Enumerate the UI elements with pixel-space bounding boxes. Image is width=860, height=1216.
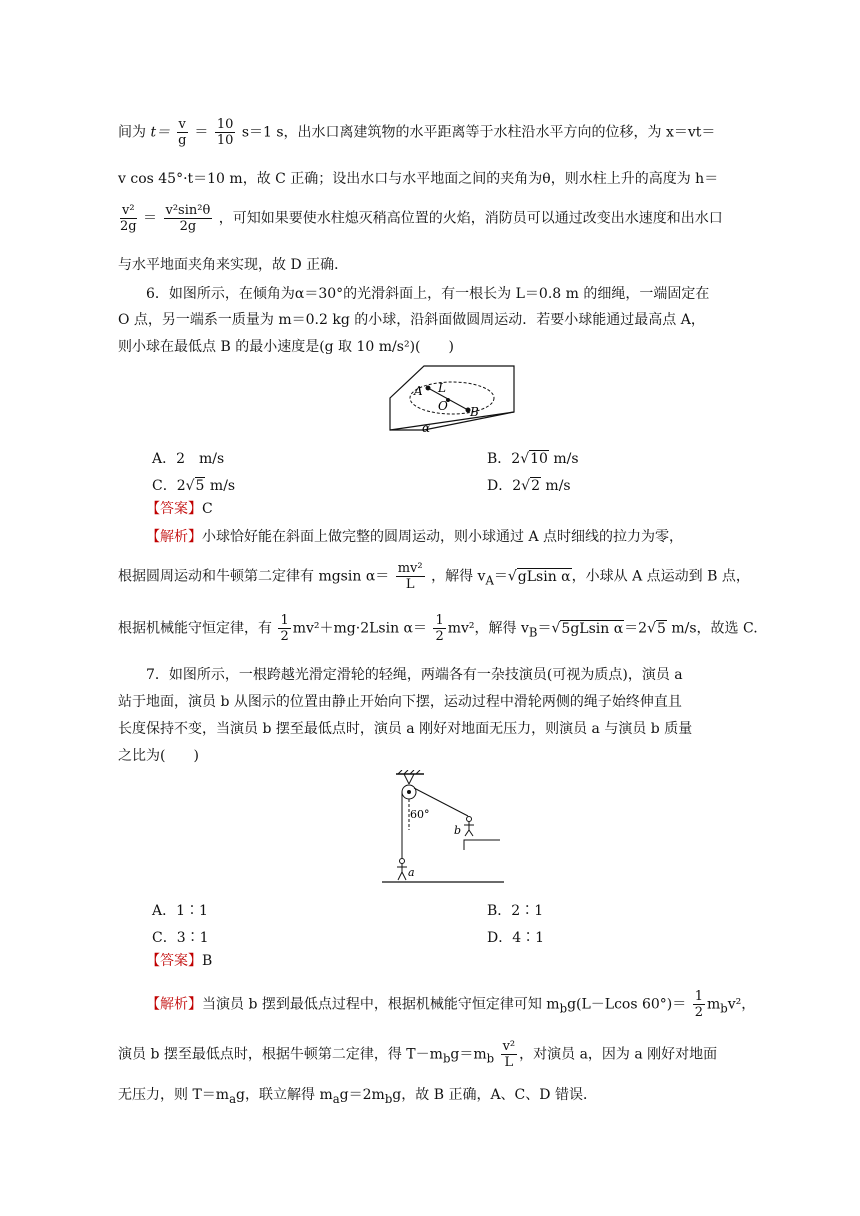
- label-a: A: [414, 384, 423, 398]
- q6-answer: [146, 502, 213, 516]
- text-seg: t＝: [695, 124, 716, 141]
- subscript: a: [332, 1091, 340, 1106]
- text-seg: v²，: [727, 996, 756, 1013]
- text-seg: 间为: [118, 124, 146, 141]
- opt-text: D．2: [487, 478, 522, 494]
- q7-option-a: A．1∶1: [152, 903, 208, 919]
- frac-num: 1: [280, 613, 289, 628]
- text-seg: ，小球从 A 点运动到 B 点，: [571, 568, 750, 585]
- text-line-4: 与水平地面夹角来实现，故 D 正确．: [118, 257, 349, 273]
- subscript: a: [229, 1091, 237, 1106]
- text-seg: mv²＋mg·2Lsin α＝: [292, 620, 428, 637]
- opt-unit: m/s: [205, 478, 236, 494]
- frac-num: 1: [435, 613, 444, 628]
- answer-tag: 【答案】: [146, 501, 202, 517]
- text-seg: 根据圆周运动和牛顿第二定律有 mgsin α＝: [118, 568, 390, 585]
- fraction-vy-g: [177, 118, 188, 147]
- q6-stem-3: 则小球在最低点 B 的最小速度是(g 取 10 m/s²)( ): [118, 339, 454, 355]
- fraction-mv2-l: [396, 562, 425, 591]
- subscript: b: [720, 1001, 728, 1016]
- performer-b: [464, 817, 474, 837]
- frac-num: v: [178, 117, 186, 132]
- fraction-half: [693, 990, 705, 1019]
- q6-option-c: C．2√5 m/s: [152, 478, 236, 494]
- fraction-10-10: [215, 118, 236, 147]
- q7-stem-4: 之比为( ): [118, 748, 199, 764]
- angle-label: 60°: [410, 808, 430, 821]
- opt-text: B．2: [487, 451, 521, 467]
- frac-den: L: [405, 577, 415, 592]
- text-seg: m/s，故选 C.: [666, 620, 758, 637]
- text-seg: 演员 b 摆至最低点时，根据牛顿第二定律，得 T－m: [118, 1046, 443, 1063]
- label-b: B: [470, 405, 479, 419]
- platform: [464, 840, 500, 850]
- text-seg: 小球恰好能在斜面上做完整的圆周运动，则小球通过 A 点时细线的拉力为零，: [202, 529, 684, 545]
- math-eq: ＝: [493, 568, 508, 585]
- pulley-axle: [407, 790, 411, 794]
- fraction-v2-2g: [120, 204, 137, 233]
- q6-exp-2: 根据圆周运动和牛顿第二定律有 mgsin α＝ $\frac{\text{mv²}}{L}$ ，解得 $v_A=√gLsin$ α，小球从 A 点运动到 B 点，: [118, 561, 750, 592]
- subscript: b: [442, 1051, 451, 1066]
- text-seg: g，故 B 正确，A、C、D 错误．: [392, 1087, 597, 1103]
- label-b: b: [454, 824, 462, 837]
- answer-value: C: [202, 501, 213, 517]
- frac-num: v²: [502, 1039, 516, 1054]
- text-seg: ，对演员 a，因为 a 刚好对地面: [519, 1046, 718, 1063]
- q7-answer: [146, 954, 212, 968]
- q6-option-a: A．2 m/s: [152, 451, 225, 467]
- q6-stem-2: O 点，另一端系一质量为 m＝0.2 kg 的小球，沿斜面做圆周运动．若要小球能通过最高点 A，: [118, 312, 705, 328]
- pulley-support: [409, 774, 414, 784]
- radicand: 5: [195, 478, 205, 494]
- text-seg: g＝m: [450, 1046, 487, 1063]
- q7-exp-1: [146, 990, 755, 1019]
- performer-a: [397, 859, 407, 881]
- text-line-2: v cos 45°·t＝10 m，故 C 正确；设出水口与水平地面之间的夹角为θ，则水柱上升的高度为 h＝: [118, 171, 719, 187]
- math-eq: ＝2: [624, 620, 648, 637]
- frac-den: 10: [216, 133, 234, 148]
- pulley-support: [404, 774, 409, 784]
- text-seg: s＝1 s，出水口离建筑物的水平距离等于水柱沿水平方向的位移，为 x＝v: [241, 124, 696, 141]
- frac-num: mv²: [397, 561, 423, 576]
- frac-den: 2: [435, 629, 444, 644]
- label-o: O: [438, 399, 448, 413]
- incline-edge: [390, 412, 514, 430]
- radicand: 5: [657, 620, 666, 637]
- frac-num: 1: [694, 989, 703, 1004]
- text-seg: g＝2m: [339, 1087, 385, 1103]
- q7-option-d: D．4∶1: [487, 930, 545, 946]
- q6-exp-3: 根据机械能守恒定律，有 $\frac{1}{2}$ mv²＋mg·2Lsin α＝ $\frac{1}{2}$ mv²，解得 $v_B=√5gLsin$ α＝2√5 m/s，故选 C.: [118, 613, 758, 644]
- opt-unit: m/s: [540, 478, 571, 494]
- q7-option-b: B．2∶1: [487, 903, 544, 919]
- label-l: L: [438, 381, 446, 395]
- subscript: b: [486, 1051, 495, 1066]
- radicand: 10: [530, 451, 548, 467]
- explanation-tag: 【解析】: [146, 996, 202, 1013]
- q6-exp-1: [146, 530, 683, 544]
- math-eq: ＝: [143, 210, 158, 227]
- frac-den: 2g: [179, 219, 197, 234]
- fraction-v2sin2-2g: [164, 204, 213, 233]
- text-seg: 根据机械能守恒定律，有: [118, 620, 272, 637]
- q6-option-b: B．2√10 m/s: [487, 451, 579, 467]
- text-line-1: [118, 118, 715, 147]
- text-seg: g，联立解得 m: [236, 1087, 333, 1103]
- q7-stem-2: 站于地面，演员 b 从图示的位置由静止开始向下摆，运动过程中滑轮两侧的绳子始终伸直且: [118, 694, 682, 710]
- subscript: b: [384, 1091, 393, 1106]
- text-seg: 当演员 b 摆到最低点过程中，根据机械能守恒定律可知 m: [202, 996, 560, 1013]
- q7-exp-3: [118, 1088, 597, 1105]
- q7-stem-3: 长度保持不变，当演员 b 摆至最低点时，演员 a 刚好对地面无压力，则演员 a 与演员 b 质量: [118, 721, 693, 737]
- text-seg: g(L－Lcos 60°)＝: [567, 996, 687, 1013]
- label-a: a: [408, 866, 415, 879]
- incline-figure: [382, 360, 522, 440]
- point-a: [426, 386, 431, 391]
- fraction-half: [433, 614, 445, 643]
- text-seg: ，可知如果要使水柱熄灭稍高位置的火焰，消防员可以通过改变出水速度和出水口: [218, 210, 723, 227]
- q7-exp-2: [118, 1040, 717, 1069]
- math-t: t＝: [150, 124, 171, 141]
- label-alpha: α: [422, 421, 431, 435]
- frac-den: 2: [280, 629, 289, 644]
- subscript: b: [559, 1001, 568, 1016]
- frac-den: L: [504, 1055, 514, 1070]
- text-line-3: [118, 204, 723, 233]
- opt-text: C．2: [152, 478, 186, 494]
- explanation-tag: 【解析】: [146, 529, 202, 545]
- q6-stem-1: 6．如图所示，在倾角为α＝30°的光滑斜面上，有一根长为 L＝0.8 m 的细绳，一端固定在: [146, 286, 710, 302]
- subscript: A: [485, 573, 494, 588]
- frac-num: 10: [216, 117, 234, 132]
- frac-den: g: [178, 133, 187, 148]
- radicand: 2: [531, 478, 540, 494]
- frac-den: 2: [694, 1005, 703, 1020]
- text-seg: ，解得 v: [431, 568, 486, 585]
- frac-den: 2g: [120, 219, 137, 234]
- pulley-figure: [380, 770, 510, 886]
- math-eq: ＝: [537, 620, 552, 637]
- answer-value: B: [202, 953, 213, 969]
- answer-tag: 【答案】: [146, 953, 202, 969]
- fraction-half: [278, 614, 290, 643]
- text-seg: m: [707, 996, 721, 1013]
- q6-option-d: D．2√2 m/s: [487, 478, 571, 494]
- radicand: 5gLsin α: [561, 620, 624, 637]
- q7-stem-1: 7．如图所示，一根跨越光滑定滑轮的轻绳，两端各有一杂技演员(可视为质点)，演员 a: [146, 667, 683, 683]
- frac-num: v²sin²θ: [165, 203, 211, 218]
- opt-unit: m/s: [548, 451, 579, 467]
- radicand: gLsin α: [517, 568, 571, 585]
- subscript: B: [528, 625, 538, 640]
- text-seg: 无压力，则 T＝m: [118, 1087, 230, 1103]
- q7-option-c: C．3∶1: [152, 930, 209, 946]
- math-eq: ＝: [194, 124, 209, 141]
- fraction-v2-l: [501, 1040, 518, 1069]
- text-seg: mv²，解得 v: [447, 620, 529, 637]
- frac-num: v²: [120, 204, 137, 219]
